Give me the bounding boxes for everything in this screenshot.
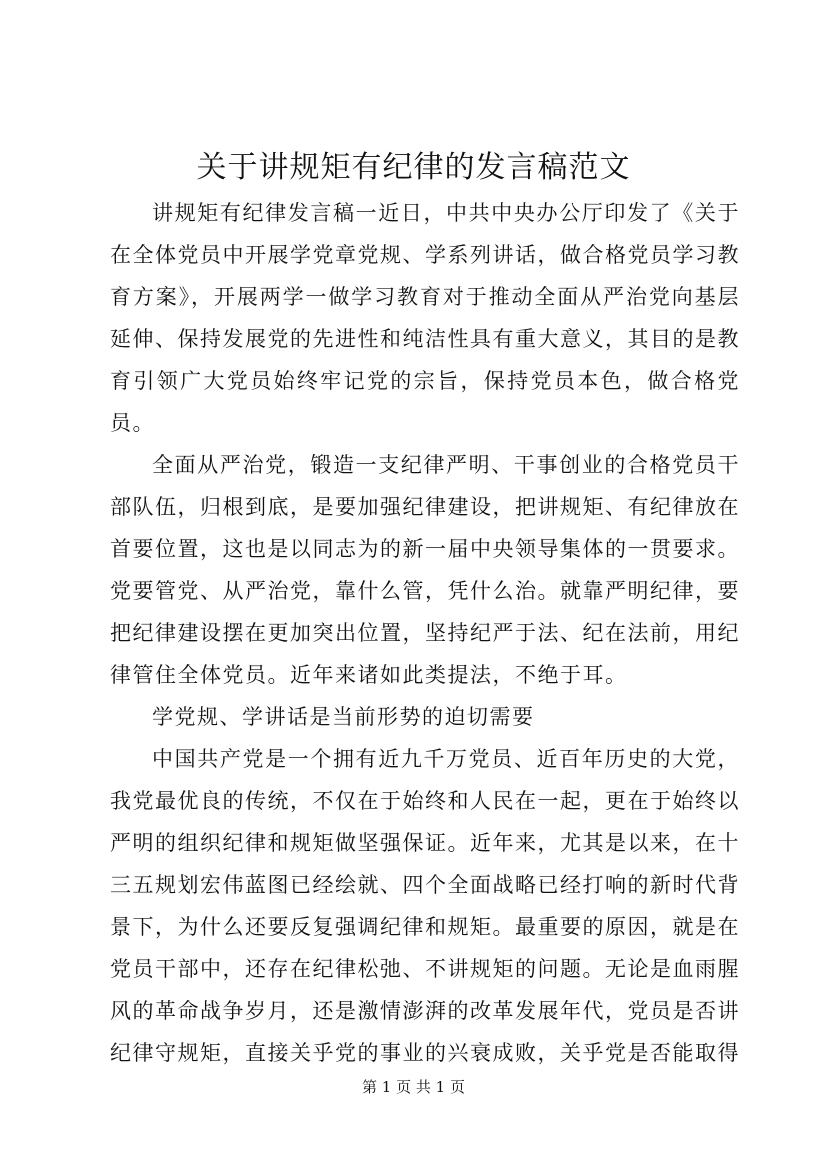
paragraph-3: 中国共产党是一个拥有近九千万党员、近百年历史的大党，我党最优良的传统，不仅在于始终和人民在一起，更在于始终以严明的组织纪律和规矩做坚强保证。近年来，尤其是以来，在十三五规划宏伟蓝图已经绘就、四个全面战略已经打响的新时代背景下，为什么还要反复强调纪律和规矩。最重要的原因，就是在党员干部中，还存在纪律松弛、不讲规矩的问题。无论是血雨腥风的革命战争岁月，还是激情澎湃的改革发展年代，党员是否讲纪律守规矩，直接关乎党的事业的兴衰成败，关乎党是否能取得 <box>110 747 740 1065</box>
paragraph-1: 讲规矩有纪律发言稿一近日，中共中央办公厅印发了《关于在全体党员中开展学党章党规、学系列讲话，做合格党员学习教育方案》，开展两学一做学习教育对于推动全面从严治党向基层延伸、保持发展党的先进性和纯洁性具有重大意义，其目的是教育引领广大党员始终牢记党的宗旨，保持党员本色，做合格党员。 <box>110 201 740 435</box>
document-title: 关于讲规矩有纪律的发言稿范文 <box>196 150 631 185</box>
paragraph-2: 全面从严治党，锻造一支纪律严明、干事创业的合格党员干部队伍，归根到底，是要加强纪律建设，把讲规矩、有纪律放在首要位置，这也是以同志为的新一届中央领导集体的一贯要求。党要管党、从严治党，靠什么管，凭什么治。就靠严明纪律，要把纪律建设摆在更加突出位置，坚持纪严于法、纪在法前，用纪律管住全体党员。近年来诸如此类提法，不绝于耳。 <box>110 453 740 687</box>
page-number-footer: 第 1 页 共 1 页 <box>362 1078 465 1096</box>
document-body <box>110 192 740 1074</box>
section-heading: 学党规、学讲话是当前形势的迫切需要 <box>152 705 535 729</box>
